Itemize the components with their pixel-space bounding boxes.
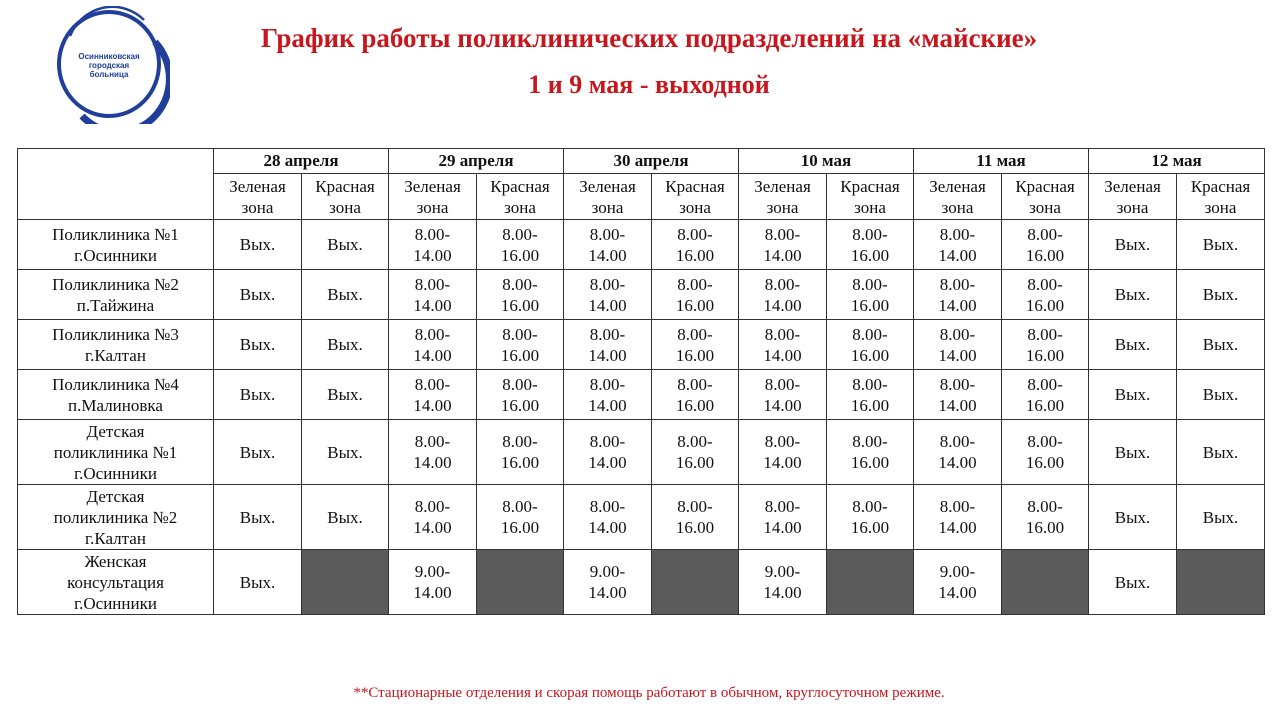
table-row — [18, 485, 1265, 550]
cell-line: Вых. — [1114, 335, 1151, 354]
cell-line: 8.00- — [1027, 324, 1063, 344]
cell-line: п.Тайжина — [76, 295, 155, 315]
schedule-cell — [827, 220, 914, 270]
cell-line: 8.00- — [589, 224, 626, 244]
schedule-cell — [564, 550, 652, 615]
cell-line: 16.00 — [500, 518, 540, 537]
schedule-cell — [827, 485, 914, 550]
cell-line: 8.00- — [1027, 497, 1063, 516]
cell-line: Вых. — [1202, 507, 1239, 527]
logo-text: Осинниковская городская больница — [78, 52, 140, 79]
schedule-cell — [564, 270, 652, 320]
schedule-cell — [214, 550, 302, 615]
cell-line: 14.00 — [413, 245, 452, 265]
cell-line: 8.00- — [1027, 224, 1063, 244]
cell-line: Вых. — [1114, 507, 1151, 527]
cell-line: консультация — [67, 572, 164, 592]
cell-line: 14.00 — [763, 295, 802, 315]
cell-line: г.Осинники — [74, 245, 157, 265]
cell-line: 8.00- — [764, 374, 801, 394]
cell-line: Вых. — [1202, 442, 1239, 462]
schedule-cell — [914, 370, 1002, 420]
schedule-cell — [914, 220, 1002, 270]
schedule-cell — [739, 320, 827, 370]
table-row — [18, 220, 1265, 270]
green-zone-header — [1089, 174, 1177, 220]
cell-line: 8.00- — [677, 274, 713, 294]
cell-line: зона — [941, 197, 974, 217]
schedule-cell — [739, 550, 827, 615]
cell-line: 14.00 — [413, 295, 452, 315]
schedule-cell — [214, 220, 302, 270]
schedule-cell — [1002, 270, 1089, 320]
cell-line: 8.00- — [764, 432, 801, 451]
cell-line: Вых. — [239, 442, 276, 462]
schedule-cell — [389, 420, 477, 485]
cell-line: 16.00 — [675, 245, 715, 265]
cell-line: зона — [1204, 197, 1237, 217]
cell-line: поликлиника №2 — [53, 507, 178, 527]
cell-line: 8.00- — [939, 432, 976, 451]
cell-line: 8.00- — [502, 497, 538, 516]
cell-line: 8.00- — [502, 274, 538, 294]
schedule-cell — [389, 550, 477, 615]
cell-line: 8.00- — [589, 324, 626, 344]
schedule-cell — [1089, 220, 1177, 270]
cell-line: 16.00 — [500, 453, 540, 472]
schedule-cell — [652, 420, 739, 485]
cell-line: 8.00- — [852, 497, 888, 516]
cell-line: 8.00- — [1027, 374, 1063, 394]
date-header: 29 апреля — [389, 149, 564, 174]
schedule-cell — [1002, 485, 1089, 550]
cell-line: Зеленая — [754, 176, 811, 196]
cell-line: 16.00 — [850, 518, 890, 537]
cell-line: зона — [1116, 197, 1149, 217]
schedule-cell — [1177, 320, 1265, 370]
cell-line: Детская — [86, 421, 145, 441]
cell-line: Вых. — [239, 385, 276, 404]
cell-line: Вых. — [327, 235, 363, 254]
cell-line: Вых. — [327, 285, 363, 304]
red-zone-header — [827, 174, 914, 220]
cell-line: 16.00 — [1025, 295, 1065, 315]
cell-line: Вых. — [239, 235, 276, 254]
schedule-cell — [1002, 420, 1089, 485]
date-header: 10 мая — [739, 149, 914, 174]
cell-line: 8.00- — [414, 432, 451, 451]
schedule-cell — [1177, 370, 1265, 420]
schedule-cell — [739, 270, 827, 320]
red-zone-header — [477, 174, 564, 220]
cell-line: Вых. — [327, 507, 363, 527]
cell-line: 16.00 — [850, 395, 890, 415]
cell-line: 8.00- — [589, 374, 626, 394]
schedule-cell — [214, 320, 302, 370]
cell-line: 8.00- — [502, 432, 538, 451]
cell-line: 8.00- — [502, 224, 538, 244]
cell-line: Вых. — [1114, 572, 1151, 592]
cell-line: г.Осинники — [74, 593, 157, 613]
schedule-cell — [739, 220, 827, 270]
schedule-cell — [1089, 320, 1177, 370]
green-zone-header — [214, 174, 302, 220]
cell-line: г.Калтан — [85, 528, 146, 548]
schedule-cell — [1089, 370, 1177, 420]
schedule-cell — [827, 370, 914, 420]
schedule-cell — [477, 420, 564, 485]
cell-line: 16.00 — [675, 453, 715, 472]
schedule-cell — [302, 485, 389, 550]
cell-line: 14.00 — [413, 518, 452, 537]
cell-line: 14.00 — [763, 453, 802, 472]
cell-line: Красная — [490, 176, 550, 196]
department-name — [18, 485, 214, 550]
schedule-cell — [302, 270, 389, 320]
cell-line: Вых. — [1114, 235, 1151, 254]
table-row — [18, 370, 1265, 420]
department-name — [18, 270, 214, 320]
unavailable-cell — [302, 550, 389, 615]
cell-line: зона — [854, 197, 886, 217]
cell-line: 8.00- — [677, 374, 713, 394]
cell-line: 8.00- — [677, 324, 713, 344]
schedule-cell — [1089, 485, 1177, 550]
unavailable-cell — [1002, 550, 1089, 615]
schedule-cell — [652, 485, 739, 550]
cell-line: 14.00 — [938, 245, 977, 265]
schedule-cell — [302, 370, 389, 420]
cell-line: Вых. — [1202, 235, 1239, 254]
schedule-cell — [389, 485, 477, 550]
cell-line: 14.00 — [938, 345, 977, 365]
cell-line: 8.00- — [764, 224, 801, 244]
cell-line: 14.00 — [588, 395, 627, 415]
cell-line: 14.00 — [413, 583, 452, 602]
schedule-cell — [214, 370, 302, 420]
cell-line: 16.00 — [850, 295, 890, 315]
cell-line: 8.00- — [852, 374, 888, 394]
schedule-cell — [652, 220, 739, 270]
cell-line: Зеленая — [579, 176, 636, 196]
table-row — [18, 320, 1265, 370]
cell-line: зона — [416, 197, 449, 217]
cell-line: 14.00 — [588, 453, 627, 472]
cell-line: Зеленая — [229, 176, 286, 196]
schedule-cell — [914, 270, 1002, 320]
red-zone-header — [652, 174, 739, 220]
schedule-cell — [1002, 320, 1089, 370]
cell-line: Вых. — [239, 572, 276, 592]
corner-cell — [18, 149, 214, 220]
green-zone-header — [389, 174, 477, 220]
cell-line: 8.00- — [852, 324, 888, 344]
cell-line: 14.00 — [413, 395, 452, 415]
unavailable-cell — [652, 550, 739, 615]
cell-line: поликлиника №1 — [53, 442, 178, 462]
cell-line: Поликлиника №2 — [52, 274, 179, 294]
cell-line: 14.00 — [938, 518, 977, 537]
cell-line: 8.00- — [939, 497, 976, 516]
cell-line: 16.00 — [1025, 345, 1065, 365]
schedule-cell — [564, 370, 652, 420]
cell-line: Красная — [1190, 176, 1251, 196]
red-zone-header — [302, 174, 389, 220]
red-zone-header — [1002, 174, 1089, 220]
cell-line: 14.00 — [938, 295, 977, 315]
schedule-cell — [652, 320, 739, 370]
cell-line: 8.00- — [1027, 274, 1063, 294]
page-title: График работы поликлинических подразделений на «майские» — [260, 23, 1038, 53]
cell-line: 14.00 — [588, 518, 627, 537]
cell-line: 14.00 — [763, 345, 802, 365]
cell-line: 16.00 — [675, 295, 715, 315]
schedule-cell — [302, 220, 389, 270]
cell-line: Вых. — [1202, 335, 1239, 354]
cell-line: 8.00- — [852, 224, 888, 244]
date-header: 12 мая — [1089, 149, 1265, 174]
schedule-cell — [1002, 220, 1089, 270]
schedule-cell — [477, 485, 564, 550]
cell-line: 14.00 — [763, 395, 802, 415]
cell-line: 8.00- — [939, 324, 976, 344]
cell-line: 14.00 — [588, 583, 627, 602]
cell-line: зона — [766, 197, 799, 217]
schedule-cell — [389, 270, 477, 320]
cell-line: 8.00- — [764, 497, 801, 516]
cell-line: 8.00- — [414, 324, 451, 344]
cell-line: Красная — [1015, 176, 1075, 196]
cell-line: Поликлиника №4 — [52, 374, 179, 394]
cell-line: 14.00 — [588, 345, 627, 365]
cell-line: зона — [679, 197, 711, 217]
cell-line: 16.00 — [675, 518, 715, 537]
cell-line: Детская — [86, 486, 145, 506]
cell-line: Красная — [315, 176, 375, 196]
cell-line: п.Малиновка — [68, 395, 163, 415]
cell-line: Вых. — [327, 335, 363, 354]
cell-line: 9.00- — [764, 562, 801, 581]
table-row — [18, 550, 1265, 615]
cell-line: Вых. — [239, 335, 276, 354]
schedule-cell — [914, 550, 1002, 615]
cell-line: 16.00 — [500, 245, 540, 265]
schedule-cell — [214, 420, 302, 485]
cell-line: 16.00 — [850, 245, 890, 265]
cell-line: 14.00 — [938, 395, 977, 415]
cell-line: 16.00 — [500, 345, 540, 365]
schedule-cell — [389, 320, 477, 370]
cell-line: Вых. — [239, 507, 276, 527]
cell-line: Вых. — [327, 442, 363, 462]
cell-line: Вых. — [1114, 285, 1151, 304]
cell-line: 8.00- — [677, 224, 713, 244]
date-header: 30 апреля — [564, 149, 739, 174]
schedule-cell — [1089, 270, 1177, 320]
cell-line: 8.00- — [589, 274, 626, 294]
cell-line: 8.00- — [852, 432, 888, 451]
table-row — [18, 420, 1265, 485]
schedule-cell — [477, 370, 564, 420]
schedule-cell — [1177, 485, 1265, 550]
cell-line: 8.00- — [502, 374, 538, 394]
cell-line: 16.00 — [500, 395, 540, 415]
cell-line: 16.00 — [850, 453, 890, 472]
unavailable-cell — [1177, 550, 1265, 615]
cell-line: 8.00- — [414, 274, 451, 294]
cell-line: 8.00- — [589, 497, 626, 516]
cell-line: Зеленая — [404, 176, 461, 196]
schedule-cell — [739, 370, 827, 420]
cell-line: Вых. — [1202, 285, 1239, 304]
cell-line: 8.00- — [414, 374, 451, 394]
cell-line: зона — [329, 197, 361, 217]
table-row — [18, 270, 1265, 320]
green-zone-header — [564, 174, 652, 220]
cell-line: Вых. — [327, 385, 363, 404]
date-header-row — [18, 149, 1265, 174]
schedule-cell — [827, 420, 914, 485]
cell-line: Поликлиника №1 — [52, 224, 179, 244]
schedule-cell — [389, 220, 477, 270]
cell-line: 8.00- — [764, 274, 801, 294]
schedule-cell — [302, 320, 389, 370]
cell-line: Вых. — [1114, 442, 1151, 462]
cell-line: 8.00- — [414, 497, 451, 516]
schedule-cell — [914, 485, 1002, 550]
cell-line: Красная — [665, 176, 725, 196]
cell-line: 8.00- — [852, 274, 888, 294]
schedule-cell — [477, 320, 564, 370]
cell-line: Женская — [84, 551, 147, 571]
cell-line: 16.00 — [1025, 245, 1065, 265]
cell-line: зона — [591, 197, 624, 217]
cell-line: 16.00 — [675, 395, 715, 415]
schedule-cell — [914, 320, 1002, 370]
schedule-cell — [302, 420, 389, 485]
cell-line: Красная — [840, 176, 900, 196]
department-name — [18, 370, 214, 420]
department-name — [18, 320, 214, 370]
schedule-cell — [477, 220, 564, 270]
schedule-cell — [214, 270, 302, 320]
schedule-cell — [389, 370, 477, 420]
schedule-table — [17, 148, 1265, 615]
cell-line: 14.00 — [588, 245, 627, 265]
schedule-cell — [652, 270, 739, 320]
cell-line: зона — [241, 197, 274, 217]
cell-line: 14.00 — [413, 453, 452, 472]
date-header: 28 апреля — [214, 149, 389, 174]
cell-line: 8.00- — [502, 324, 538, 344]
cell-line: 8.00- — [939, 374, 976, 394]
cell-line: Поликлиника №3 — [52, 324, 179, 344]
cell-line: Зеленая — [1104, 176, 1161, 196]
cell-line: 8.00- — [764, 324, 801, 344]
cell-line: 14.00 — [938, 583, 977, 602]
schedule-cell — [1177, 420, 1265, 485]
schedule-cell — [739, 420, 827, 485]
cell-line: 8.00- — [677, 432, 713, 451]
schedule-cell — [214, 485, 302, 550]
cell-line: 8.00- — [589, 432, 626, 451]
schedule-cell — [1089, 550, 1177, 615]
cell-line: Вых. — [1202, 385, 1239, 404]
cell-line: зона — [504, 197, 536, 217]
green-zone-header — [739, 174, 827, 220]
schedule-cell — [477, 270, 564, 320]
cell-line: 16.00 — [500, 295, 540, 315]
cell-line: 14.00 — [588, 295, 627, 315]
schedule-cell — [914, 420, 1002, 485]
page-subtitle: 1 и 9 мая - выходной — [528, 70, 770, 99]
schedule-cell — [827, 320, 914, 370]
schedule-cell — [739, 485, 827, 550]
cell-line: 16.00 — [675, 345, 715, 365]
date-header: 11 мая — [914, 149, 1089, 174]
cell-line: 16.00 — [1025, 395, 1065, 415]
cell-line: Зеленая — [929, 176, 986, 196]
department-name — [18, 420, 214, 485]
department-name — [18, 220, 214, 270]
cell-line: 9.00- — [589, 562, 626, 581]
cell-line: 16.00 — [1025, 518, 1065, 537]
cell-line: 8.00- — [677, 497, 713, 516]
schedule-cell — [564, 220, 652, 270]
cell-line: 9.00- — [939, 562, 976, 581]
cell-line: 16.00 — [850, 345, 890, 365]
cell-line: 14.00 — [938, 453, 977, 472]
unavailable-cell — [827, 550, 914, 615]
cell-line: 9.00- — [414, 562, 451, 581]
cell-line: 14.00 — [763, 518, 802, 537]
cell-line: 8.00- — [939, 224, 976, 244]
cell-line: 16.00 — [1025, 453, 1065, 472]
schedule-cell — [564, 320, 652, 370]
schedule-body — [18, 220, 1265, 615]
green-zone-header — [914, 174, 1002, 220]
cell-line: г.Осинники — [74, 463, 157, 483]
cell-line: 8.00- — [414, 224, 451, 244]
red-zone-header — [1177, 174, 1265, 220]
cell-line: 14.00 — [413, 345, 452, 365]
cell-line: 8.00- — [1027, 432, 1063, 451]
cell-line: 8.00- — [939, 274, 976, 294]
schedule-cell — [827, 270, 914, 320]
footnote: **Стационарные отделения и скорая помощь работают в обычном, круглосуточном режиме. — [353, 685, 945, 701]
schedule-cell — [1177, 270, 1265, 320]
schedule-cell — [652, 370, 739, 420]
schedule-cell — [1089, 420, 1177, 485]
schedule-cell — [564, 420, 652, 485]
cell-line: 14.00 — [763, 583, 802, 602]
cell-line: Вых. — [1114, 385, 1151, 404]
schedule-cell — [1177, 220, 1265, 270]
cell-line: Вых. — [239, 285, 276, 304]
department-name — [18, 550, 214, 615]
cell-line: г.Калтан — [85, 345, 146, 365]
cell-line: 14.00 — [763, 245, 802, 265]
schedule-cell — [1002, 370, 1089, 420]
unavailable-cell — [477, 550, 564, 615]
schedule-cell — [564, 485, 652, 550]
cell-line: зона — [1029, 197, 1061, 217]
